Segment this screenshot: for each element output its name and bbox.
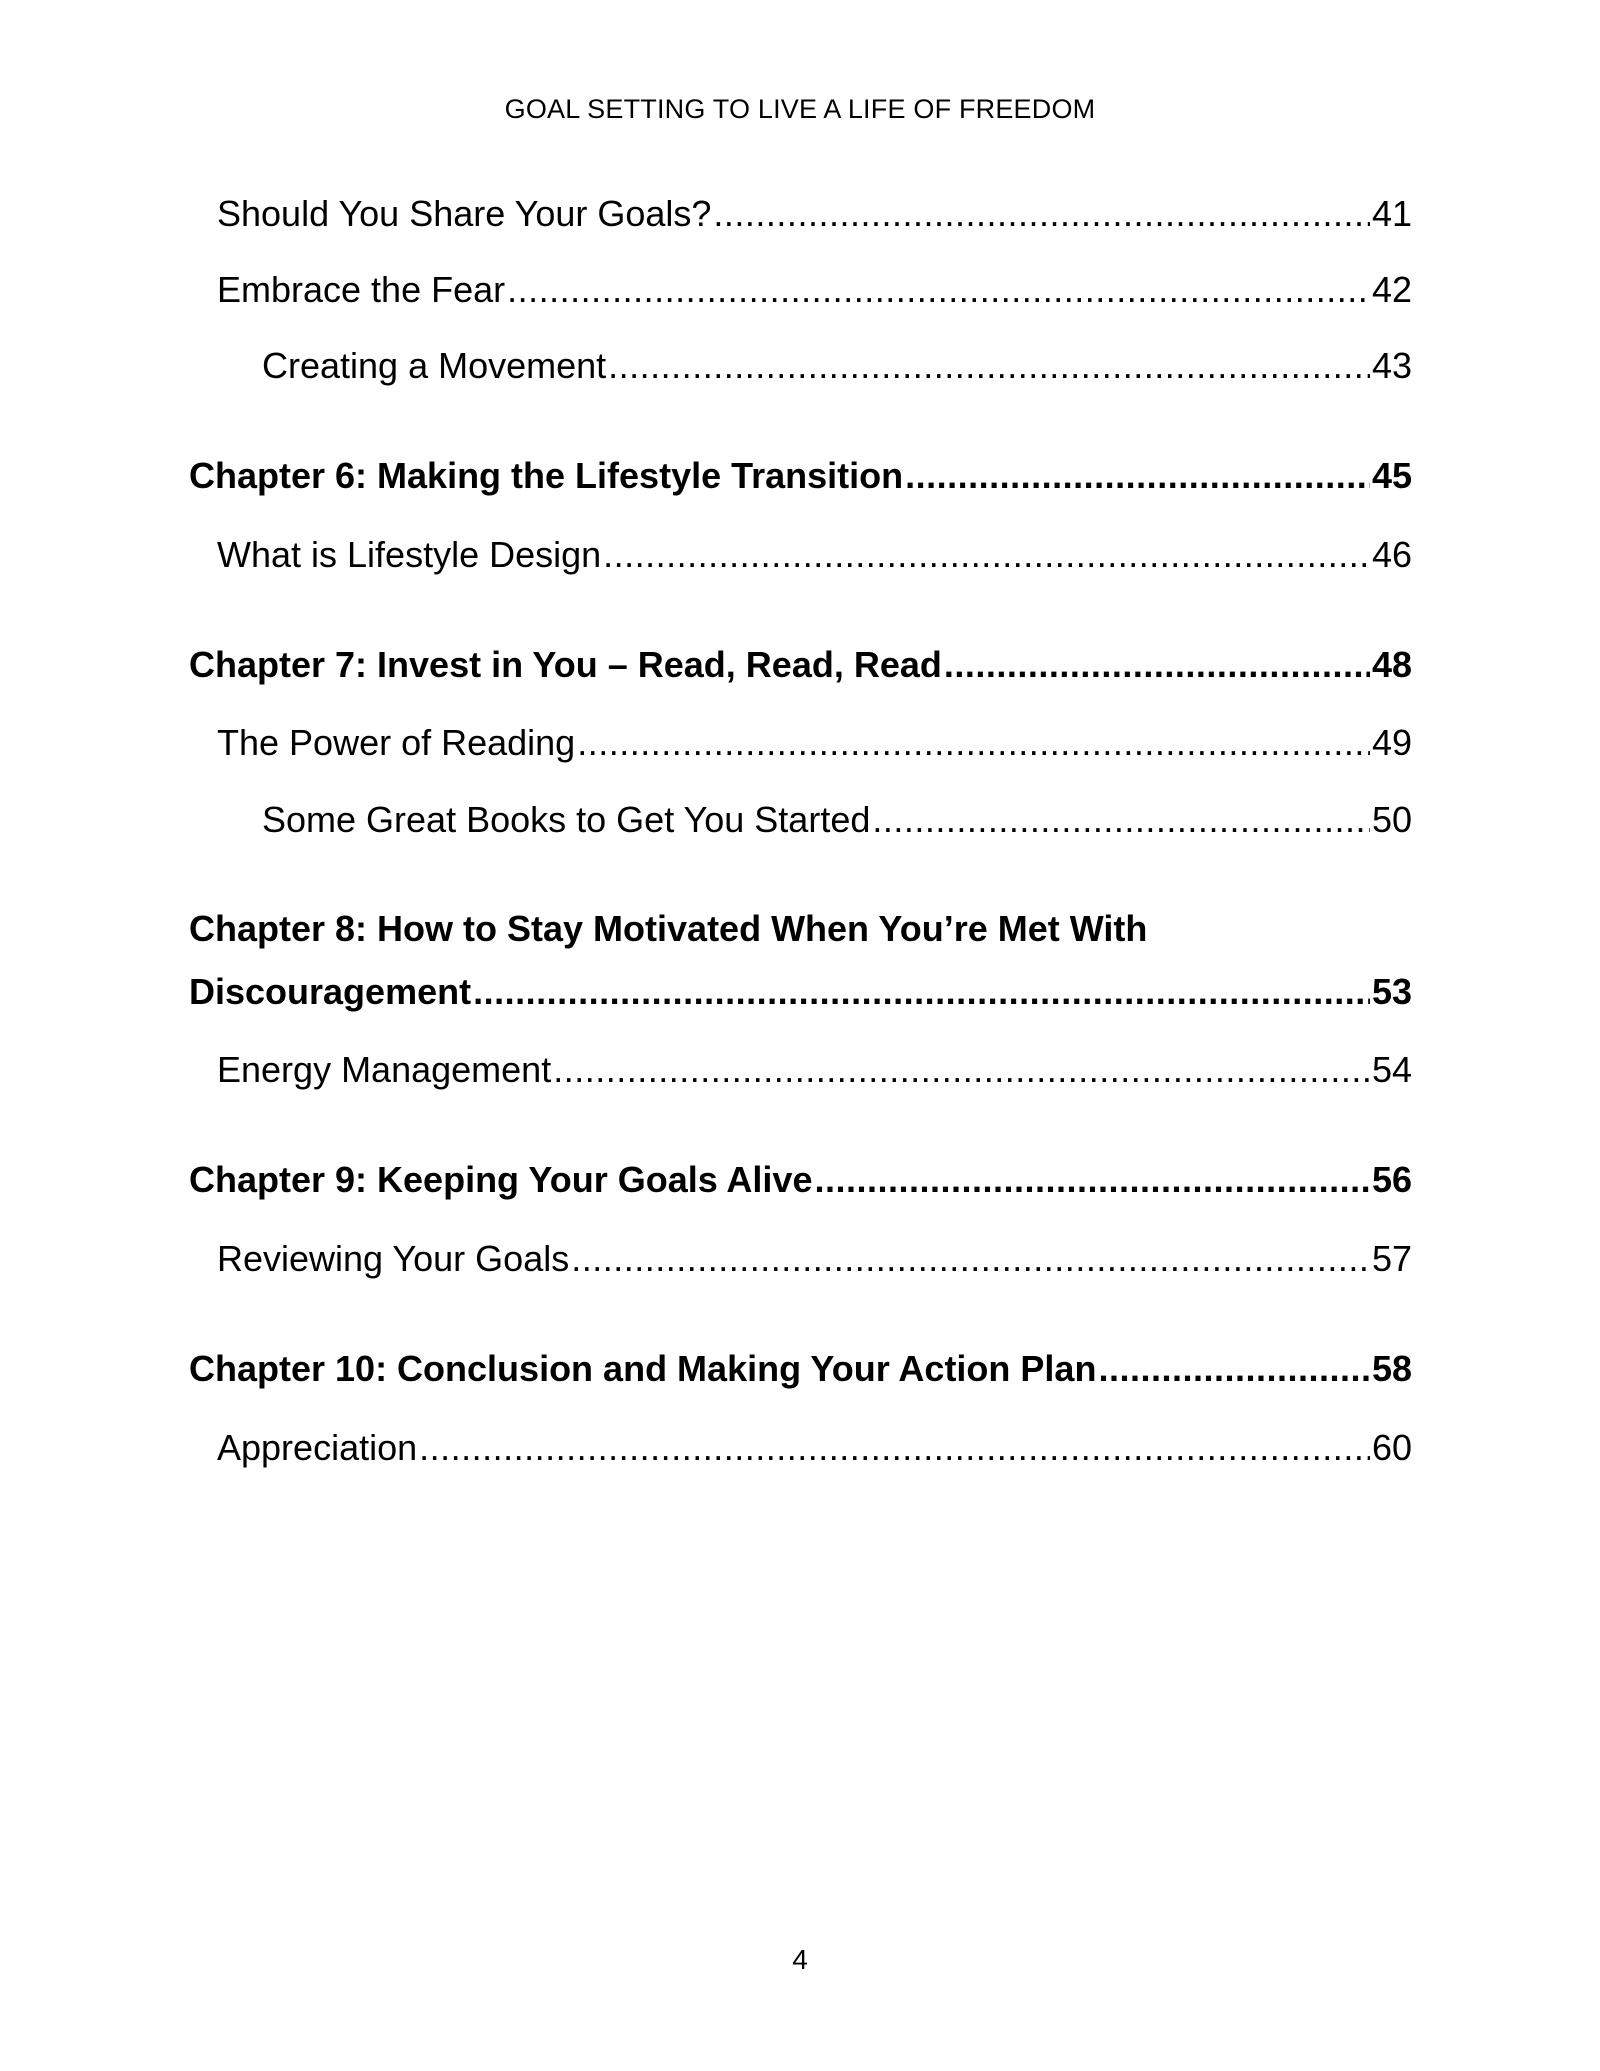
toc-entry-power-of-reading[interactable] bbox=[217, 721, 1412, 765]
toc-chapter-6[interactable] bbox=[189, 454, 1412, 498]
toc-entry-appreciation[interactable] bbox=[217, 1426, 1412, 1470]
toc-entry-page: 60 bbox=[1371, 1427, 1412, 1468]
toc-entry-page: 45 bbox=[1371, 455, 1412, 496]
dot-leader bbox=[571, 1237, 1370, 1281]
toc-entry-page: 43 bbox=[1371, 345, 1412, 386]
toc-chapter-8[interactable] bbox=[189, 970, 1412, 1014]
dot-leader bbox=[814, 1158, 1369, 1202]
toc-entry-page: 58 bbox=[1371, 1348, 1412, 1389]
toc-entry-page: 41 bbox=[1371, 193, 1412, 234]
toc-chapter-7[interactable] bbox=[189, 643, 1412, 687]
dot-leader bbox=[507, 268, 1370, 312]
toc-entry-title: What is Lifestyle Design bbox=[217, 534, 602, 575]
toc-chapter-8-line1[interactable]: Chapter 8: How to Stay Motivated When You’re Met With bbox=[189, 908, 1148, 949]
toc-entry-reviewing-goals[interactable] bbox=[217, 1237, 1412, 1281]
toc-entry-title: Creating a Movement bbox=[262, 345, 607, 386]
toc-entry-page: 46 bbox=[1371, 534, 1412, 575]
toc-entry-title: Some Great Books to Get You Started bbox=[262, 799, 871, 840]
toc-entry-title: Embrace the Fear bbox=[217, 269, 506, 310]
toc-entry-title: Chapter 6: Making the Lifestyle Transition bbox=[189, 455, 904, 496]
toc-entry-title: Chapter 10: Conclusion and Making Your Action Plan bbox=[189, 1348, 1097, 1389]
toc-entry-title: Reviewing Your Goals bbox=[217, 1238, 570, 1279]
toc-entry-embrace-the-fear[interactable] bbox=[217, 268, 1412, 312]
toc-entry-page: 49 bbox=[1371, 722, 1412, 763]
toc-entry-title: Should You Share Your Goals? bbox=[217, 193, 712, 234]
dot-leader bbox=[713, 192, 1370, 236]
toc-entry-page: 50 bbox=[1371, 799, 1412, 840]
toc-entry-title: Appreciation bbox=[217, 1427, 418, 1468]
dot-leader bbox=[872, 798, 1370, 842]
toc-entry-lifestyle-design[interactable] bbox=[217, 533, 1412, 577]
toc-entry-title: Discouragement bbox=[189, 971, 472, 1012]
toc-entry-title: The Power of Reading bbox=[217, 722, 576, 763]
dot-leader bbox=[553, 1048, 1370, 1092]
toc-entry-page: 48 bbox=[1371, 644, 1412, 685]
toc-chapter-10[interactable] bbox=[189, 1347, 1412, 1391]
toc-entry-page: 54 bbox=[1371, 1049, 1412, 1090]
dot-leader bbox=[603, 533, 1370, 577]
dot-leader bbox=[905, 454, 1370, 498]
toc-entry-page: 42 bbox=[1371, 269, 1412, 310]
toc-entry-creating-a-movement[interactable] bbox=[262, 344, 1412, 388]
dot-leader bbox=[608, 344, 1370, 388]
toc-entry-title: Energy Management bbox=[217, 1049, 552, 1090]
toc-entry-page: 57 bbox=[1371, 1238, 1412, 1279]
toc-entry-title: Chapter 9: Keeping Your Goals Alive bbox=[189, 1159, 813, 1200]
dot-leader bbox=[944, 643, 1370, 687]
dot-leader bbox=[577, 721, 1370, 765]
dot-leader bbox=[419, 1426, 1370, 1470]
toc-chapter-9[interactable] bbox=[189, 1158, 1412, 1202]
running-header: GOAL SETTING TO LIVE A LIFE OF FREEDOM bbox=[504, 94, 1096, 124]
toc-entry-page: 53 bbox=[1371, 971, 1412, 1012]
dot-leader bbox=[473, 970, 1370, 1014]
toc-entry-page: 56 bbox=[1371, 1159, 1412, 1200]
toc-entry-title: Chapter 7: Invest in You – Read, Read, Read bbox=[189, 644, 942, 685]
toc-entry-great-books[interactable] bbox=[262, 798, 1412, 842]
toc-entry-energy-management[interactable] bbox=[217, 1048, 1412, 1092]
dot-leader bbox=[1098, 1347, 1370, 1391]
toc-entry-should-you-share[interactable] bbox=[217, 192, 1412, 236]
page-number: 4 bbox=[792, 1944, 808, 1975]
